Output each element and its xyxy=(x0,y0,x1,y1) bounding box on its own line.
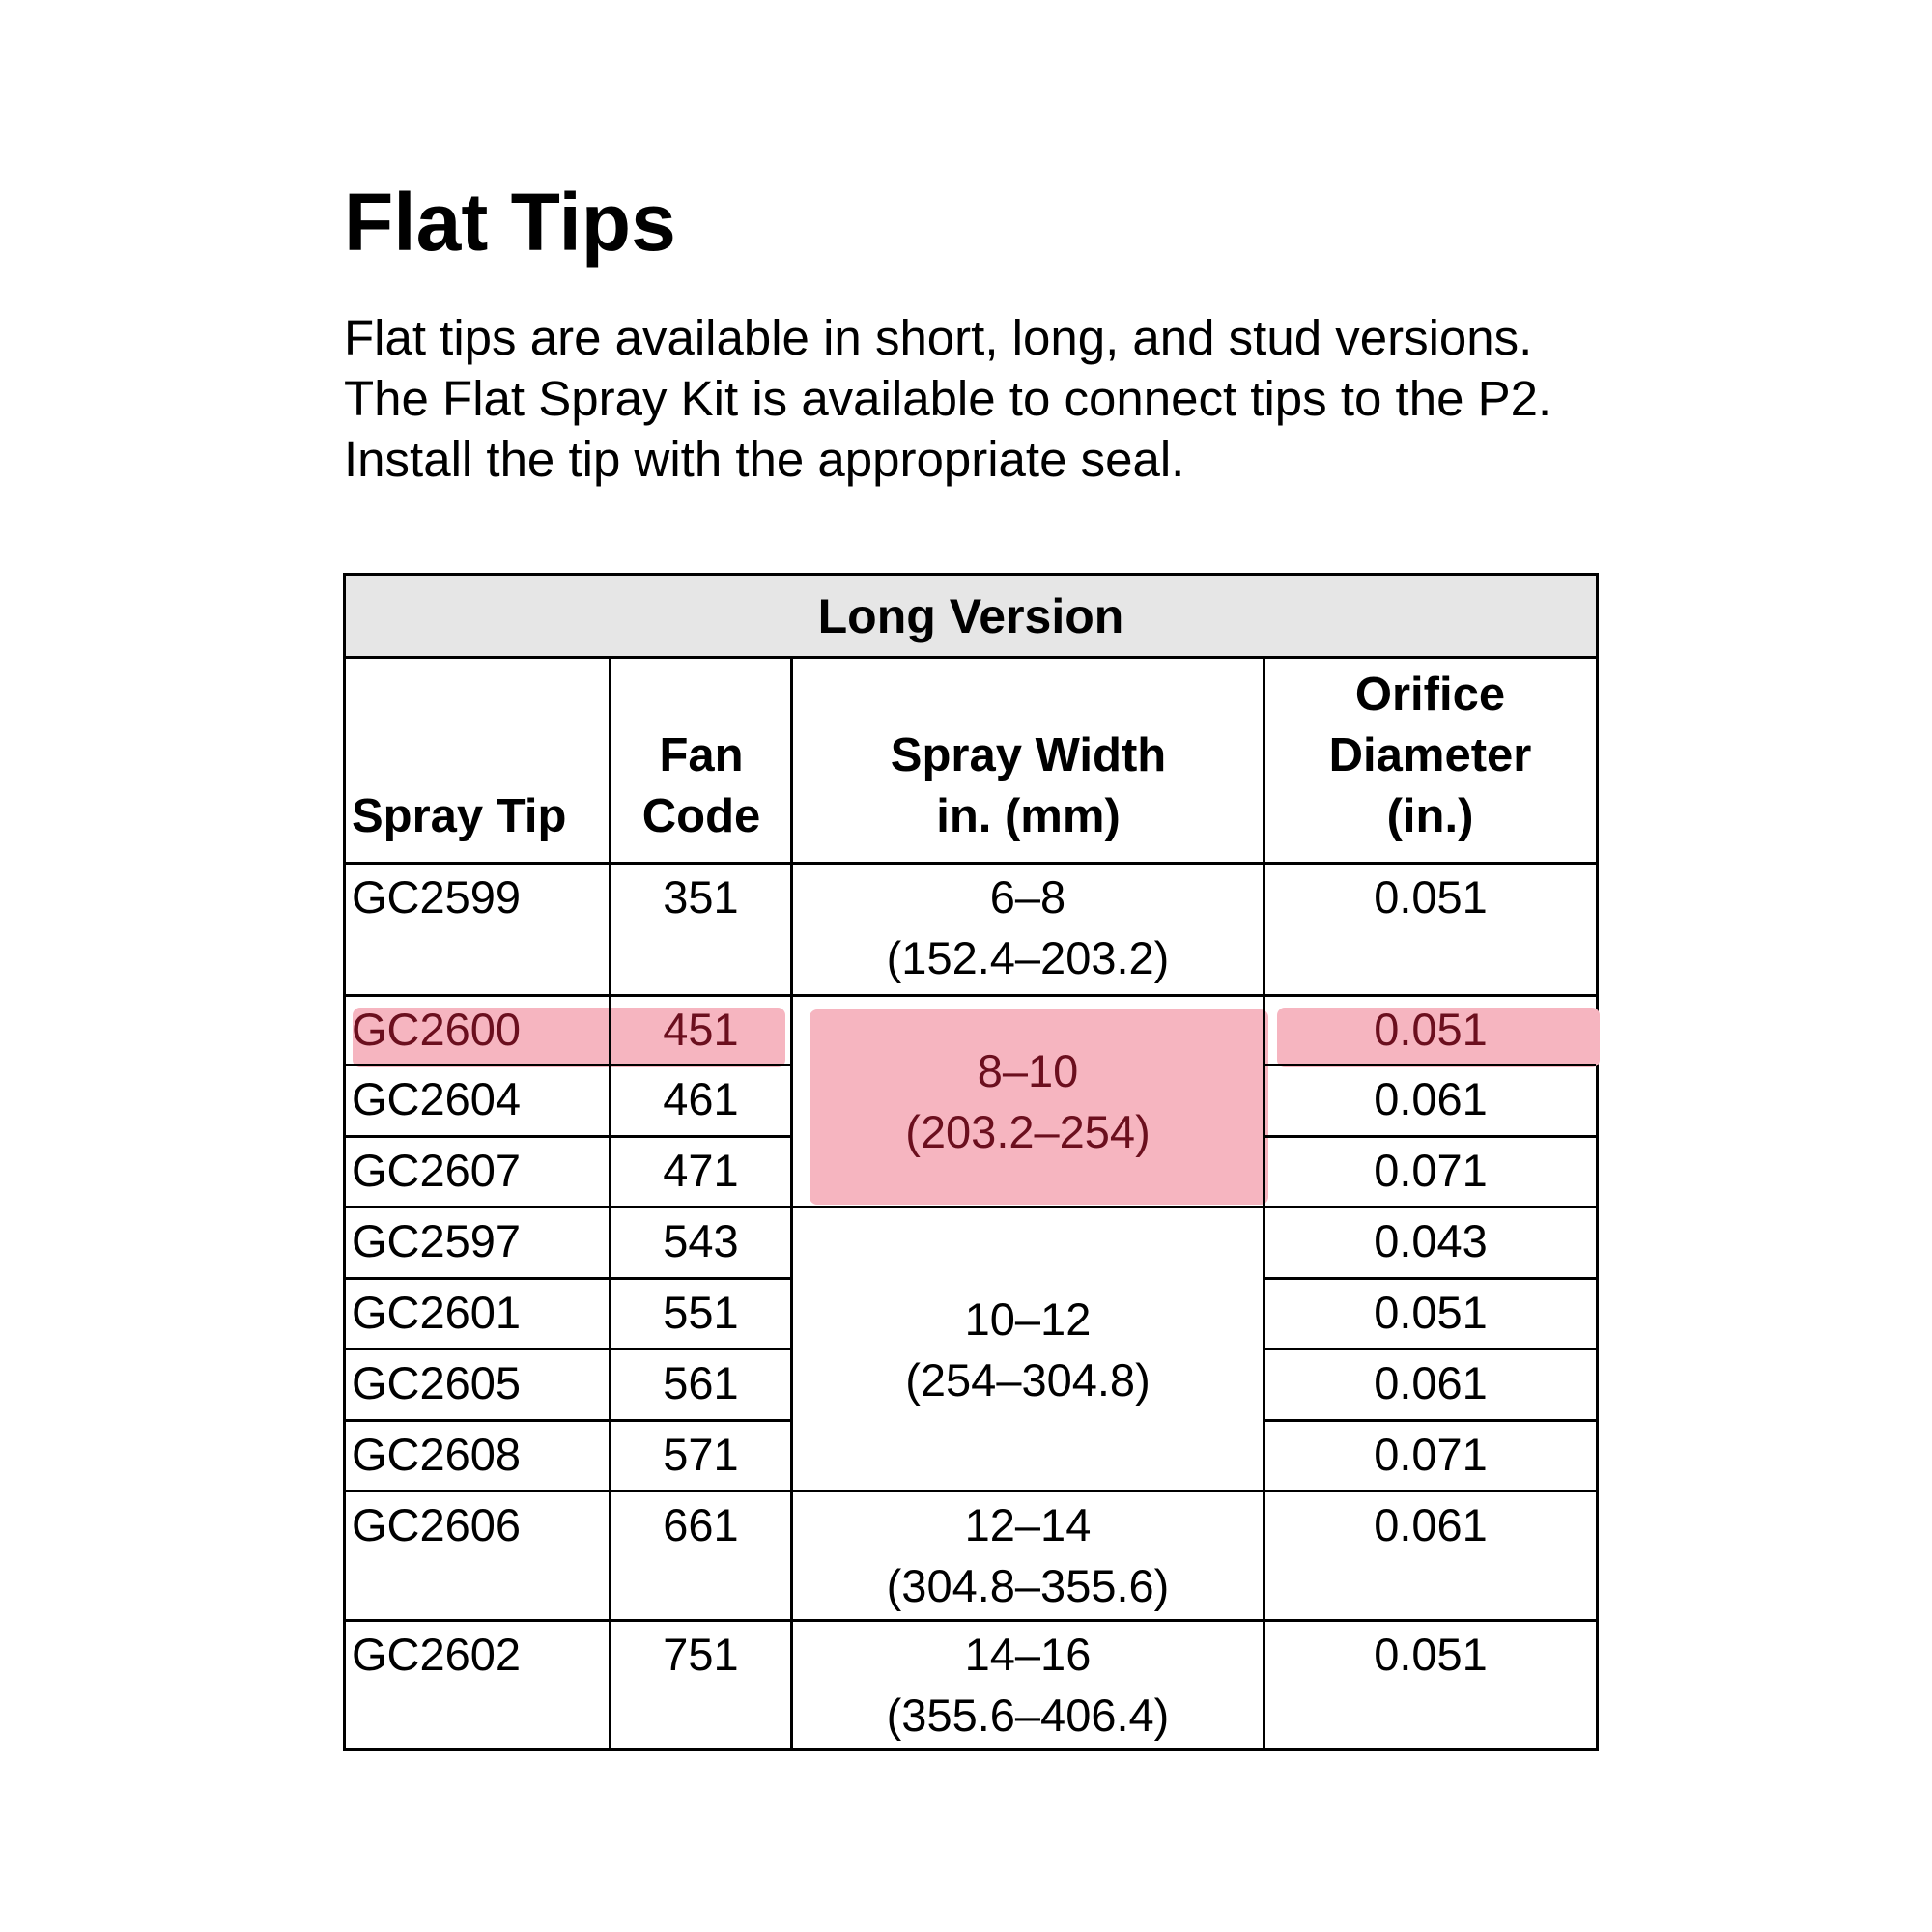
grid-line xyxy=(346,1348,611,1350)
cell-spray-tip: GC2597 xyxy=(352,1215,522,1266)
grid-line xyxy=(1263,1419,1596,1422)
cell-fan-code: 471 xyxy=(663,1145,739,1196)
grid-line xyxy=(346,994,611,997)
cell-fan-code: 351 xyxy=(663,871,739,923)
grid-line xyxy=(1263,1619,1596,1622)
cell-fan-code: 551 xyxy=(663,1287,739,1338)
grid-line xyxy=(609,1419,793,1422)
spray-width-inches: 8–10 xyxy=(977,1045,1079,1096)
flat-tips-table xyxy=(343,573,1599,1751)
grid-line xyxy=(1263,994,1596,997)
cell-spray-tip: GC2606 xyxy=(352,1499,522,1550)
grid-line xyxy=(346,1064,611,1066)
grid-line xyxy=(609,994,793,997)
cell-orifice-diameter: 0.061 xyxy=(1374,1073,1488,1124)
cell-spray-tip: GC2608 xyxy=(352,1429,522,1480)
spray-width-mm: (254–304.8) xyxy=(905,1353,1151,1406)
cell-orifice-diameter: 0.051 xyxy=(1374,1004,1488,1055)
spray-width-mm: (203.2–254) xyxy=(905,1106,1151,1157)
cell-spray-tip: GC2605 xyxy=(352,1357,522,1408)
cell-fan-code: 661 xyxy=(663,1499,739,1550)
grid-line xyxy=(346,1619,611,1622)
header-spray-tip: Spray Tip xyxy=(352,790,567,842)
page-title: Flat Tips xyxy=(344,177,676,268)
grid-line xyxy=(346,1490,611,1492)
grid-line xyxy=(1263,1277,1596,1280)
grid-line xyxy=(609,1277,793,1280)
cell-spray-tip: GC2600 xyxy=(352,1004,522,1055)
cell-fan-code: 751 xyxy=(663,1629,739,1680)
cell-orifice-diameter: 0.051 xyxy=(1374,1287,1488,1338)
grid-line xyxy=(346,1135,611,1138)
spray-width-inches: 10–12 xyxy=(964,1293,1092,1345)
intro-paragraph xyxy=(344,307,1696,490)
cell-spray-tip: GC2607 xyxy=(352,1145,522,1196)
cell-orifice-diameter: 0.051 xyxy=(1374,871,1488,923)
cell-orifice-diameter: 0.071 xyxy=(1374,1145,1488,1196)
grid-line xyxy=(609,1135,793,1138)
cell-spray-width xyxy=(793,997,1263,1206)
grid-line xyxy=(346,1206,611,1208)
grid-line xyxy=(609,1348,793,1350)
cell-spray-tip: GC2601 xyxy=(352,1287,522,1338)
spray-width-mm: (152.4–203.2) xyxy=(886,932,1170,983)
cell-orifice-diameter: 0.061 xyxy=(1374,1499,1488,1550)
grid-line xyxy=(1263,1064,1596,1066)
header-spray-width: Spray Width in. (mm) xyxy=(890,729,1167,842)
spray-width-inches: 6–8 xyxy=(989,871,1066,923)
cell-orifice-diameter: 0.043 xyxy=(1374,1215,1488,1266)
grid-line xyxy=(1263,1135,1596,1138)
spray-width-inches: 12–14 xyxy=(964,1499,1092,1550)
cell-spray-width xyxy=(793,1208,1263,1490)
grid-line xyxy=(609,1619,793,1622)
intro-line: Install the tip with the appropriate seal. xyxy=(344,432,1185,487)
grid-line xyxy=(1263,1490,1596,1492)
cell-orifice-diameter: 0.061 xyxy=(1374,1357,1488,1408)
cell-fan-code: 451 xyxy=(663,1004,739,1055)
cell-spray-tip: GC2602 xyxy=(352,1629,522,1680)
header-orifice-diameter: Orifice Diameter (in.) xyxy=(1328,668,1532,842)
spray-width-mm: (304.8–355.6) xyxy=(886,1560,1170,1611)
intro-line: The Flat Spray Kit is available to connect tips to the P2. xyxy=(344,371,1552,426)
cell-spray-width xyxy=(793,1622,1263,1751)
grid-line xyxy=(1263,1348,1596,1350)
grid-line xyxy=(609,1490,793,1492)
cell-fan-code: 571 xyxy=(663,1429,739,1480)
cell-fan-code: 561 xyxy=(663,1357,739,1408)
header-fan-code: Fan Code xyxy=(641,729,761,842)
grid-line xyxy=(346,1277,611,1280)
spray-width-inches: 14–16 xyxy=(964,1629,1092,1680)
cell-spray-tip: GC2604 xyxy=(352,1073,522,1124)
cell-spray-width xyxy=(793,1492,1263,1619)
grid-line xyxy=(609,1206,793,1208)
table-caption: Long Version xyxy=(346,576,1596,659)
intro-line: Flat tips are available in short, long, and stud versions. xyxy=(344,310,1533,365)
cell-spray-tip: GC2599 xyxy=(352,871,522,923)
cell-fan-code: 543 xyxy=(663,1215,739,1266)
cell-orifice-diameter: 0.051 xyxy=(1374,1629,1488,1680)
cell-fan-code: 461 xyxy=(663,1073,739,1124)
cell-orifice-diameter: 0.071 xyxy=(1374,1429,1488,1480)
grid-line xyxy=(609,1064,793,1066)
grid-line xyxy=(1263,1206,1596,1208)
grid-line xyxy=(346,1419,611,1422)
cell-spray-width xyxy=(793,865,1263,994)
spray-width-mm: (355.6–406.4) xyxy=(886,1690,1170,1741)
